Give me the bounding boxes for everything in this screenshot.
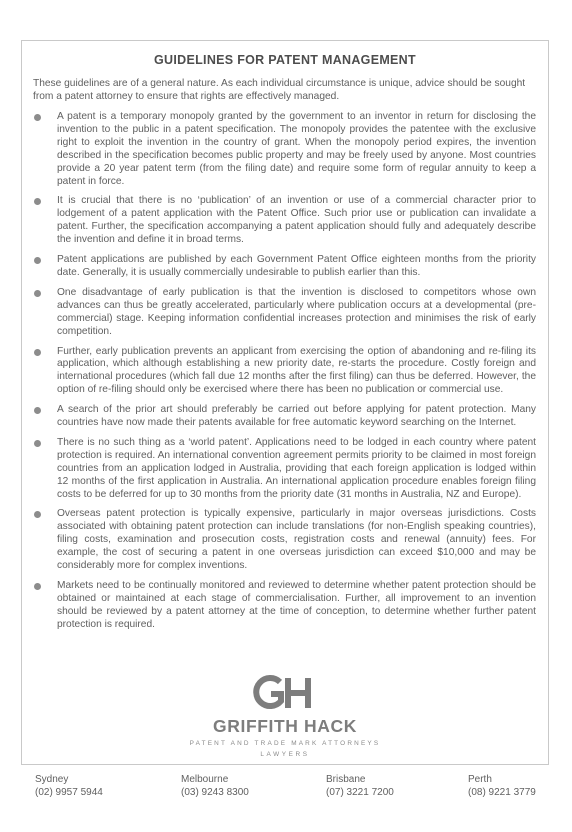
office-brisbane bbox=[326, 773, 394, 799]
bullet-icon bbox=[34, 407, 41, 414]
intro-paragraph: These guidelines are of a general nature. As each individual circumstance is unique, advice should be sought from a patent attorney to ensure that rights are effectively managed. bbox=[33, 78, 526, 102]
list-item bbox=[33, 404, 536, 430]
office-city: Perth bbox=[468, 774, 492, 785]
bullet-icon bbox=[34, 583, 41, 590]
page-title: GUIDELINES FOR PATENT MANAGEMENT bbox=[154, 53, 416, 67]
guideline-text: It is crucial that there is no ‘publication’ of an invention or use of a commercial character prior to lodgement of a patent application with the Patent Office. Such prior use or publication can invalidate a patent. Further, the specification accompanying a patent application should fully and adequately describe the invention and define it in broad terms. bbox=[57, 195, 536, 246]
bullet-icon bbox=[34, 198, 41, 205]
office-phone: (07) 3221 7200 bbox=[326, 787, 394, 798]
list-item bbox=[33, 508, 536, 573]
office-contacts bbox=[0, 773, 572, 803]
guideline-text: A search of the prior art should preferably be carried out before applying for patent protection. Many countries have now made their patents available for free automatic keyword searching on the Internet. bbox=[57, 404, 536, 429]
office-city: Brisbane bbox=[326, 774, 366, 785]
list-item bbox=[33, 580, 536, 632]
list-item bbox=[33, 346, 536, 398]
guidelines-panel bbox=[21, 40, 549, 765]
office-city: Melbourne bbox=[181, 774, 229, 785]
gh-monogram-icon bbox=[250, 673, 320, 713]
list-item bbox=[33, 254, 536, 280]
guideline-text: One disadvantage of early publication is that the invention is disclosed to competitors whose own advances can thus be greatly accelerated, particularly where publication occurs at a developmental (pre-commercial) stage. Keeping information confidential increases protection and minimises the risk of early competition. bbox=[57, 286, 536, 337]
list-item bbox=[33, 111, 536, 188]
guideline-text: Patent applications are published by each Government Patent Office eighteen months from the priority date. Generally, it is usually commercially undesirable to publish earlier than this. bbox=[57, 254, 536, 278]
office-phone: (02) 9957 5944 bbox=[35, 787, 103, 798]
company-logo bbox=[22, 673, 548, 758]
guideline-text: There is no such thing as a ‘world patent’. Applications need to be lodged in each country where patent protection is required. An international convention agreement permits priority to be claimed in most foreign countries from an application lodged in Australia, providing that each foreign application is lodged within 12 months of the first application in Australia. An international application procedure enables foreign filing costs to be deferred for up to 30 months from the priority date (31 months in Australia, NZ and Europe). bbox=[57, 436, 536, 500]
office-phone: (08) 9221 3779 bbox=[468, 787, 536, 798]
office-melbourne bbox=[181, 773, 249, 799]
guideline-text: A patent is a temporary monopoly granted by the government to an inventor in return for disclosing the invention to the public in a patent specification. The monopoly provides the patentee with the exclusive right to exploit the invention in the country of grant. When the monopoly period expires, the invention described in the specification becomes public property and may be freely used by anyone. Most countries provide a 20 year patent term (from the filing date) and require some form of regular annuity to keep a patent in force. bbox=[57, 111, 536, 187]
office-sydney bbox=[35, 773, 103, 799]
company-name: GRIFFITH HACK bbox=[213, 716, 357, 736]
guideline-text: Further, early publication prevents an applicant from exercising the option of abandoning and re-filing its application, which although establishing a new priority date, re-starts the procedure. Costly foreign and international procedures (which fall due 12 months after the first filing) can thus be deferred. However, the option of re-filing should only be exercised where there has been no publication or commercial use. bbox=[57, 345, 536, 396]
office-city: Sydney bbox=[35, 774, 69, 785]
list-item bbox=[33, 287, 536, 339]
bullet-icon bbox=[34, 349, 41, 356]
bullet-icon bbox=[34, 114, 41, 121]
bullet-icon bbox=[34, 257, 41, 264]
list-item bbox=[33, 195, 536, 247]
list-item bbox=[33, 437, 536, 502]
company-subtagline: LAWYERS bbox=[260, 751, 310, 758]
guideline-text: Overseas patent protection is typically expensive, particularly in major overseas jurisdictions. Costs associated with obtaining patent protection can include translations (for non-English speaking countries), filing costs, examination and prosecution costs, registration costs and renewal (annuity) fees. For example, the cost of securing a patent in one overseas jurisdiction can exceed $10,000 and may be considerably more for complex inventions. bbox=[57, 508, 536, 572]
guideline-text: Markets need to be continually monitored and reviewed to determine whether patent protection should be obtained or maintained at each stage of commercialisation. Further, all improvement to an invention should be reviewed by a patent attorney at the time of conception, to determine whether further patent protection is required. bbox=[57, 580, 536, 630]
office-phone: (03) 9243 8300 bbox=[181, 787, 249, 798]
bullet-icon bbox=[34, 440, 41, 447]
bullet-icon bbox=[34, 511, 41, 518]
bullet-icon bbox=[34, 290, 41, 297]
guideline-list bbox=[33, 111, 536, 639]
office-perth bbox=[468, 773, 536, 799]
company-tagline: PATENT AND TRADE MARK ATTORNEYS bbox=[189, 740, 381, 747]
